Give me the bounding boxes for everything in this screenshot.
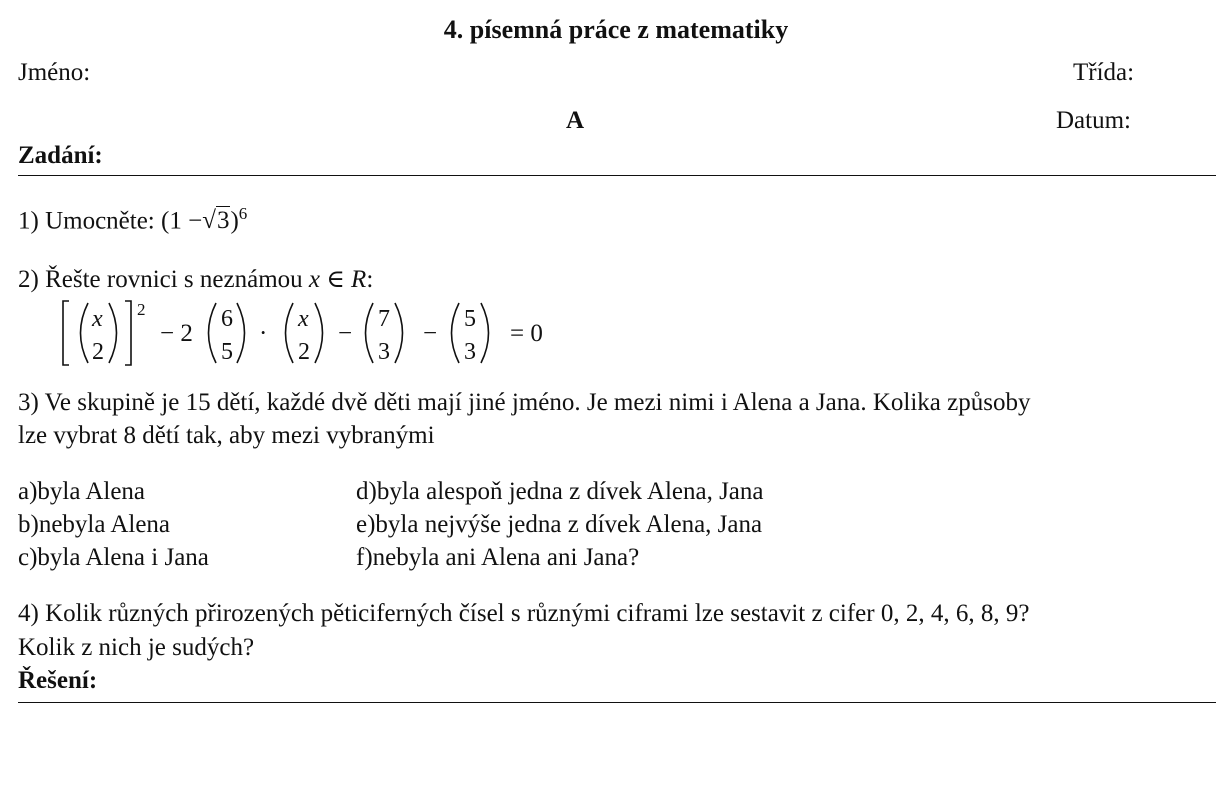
option-label: c) [18, 544, 38, 571]
binom-1-top: x [92, 306, 103, 332]
binom-5-bottom: 3 [464, 339, 476, 365]
task-2-equation [55, 297, 575, 371]
binom-1-left-paren [81, 303, 89, 363]
assignment-heading: Zadání: [18, 142, 103, 169]
binom-3-right-paren [315, 303, 323, 363]
task-1-expr-close: ) [230, 207, 239, 235]
binom-3-left-paren [286, 303, 294, 363]
binom-2-top: 6 [221, 306, 233, 332]
task-2-colon: : [366, 266, 374, 293]
dot-operator: · [259, 320, 268, 347]
task-1 [18, 199, 247, 236]
option-label: e) [356, 511, 376, 538]
binom-2-right-paren [237, 303, 245, 363]
binom-3-top: x [298, 306, 309, 332]
minus-1: − [338, 320, 353, 347]
task-2-in-symbol: ∈ [326, 266, 345, 293]
task-1-expr-open: (1 − [161, 207, 203, 235]
binom-5-top: 5 [464, 306, 476, 332]
option-label: b) [18, 511, 39, 538]
class-label: Třída: [1073, 59, 1135, 86]
solution-divider [18, 702, 1216, 703]
option-text: byla Alena i Jana [37, 544, 209, 571]
option-e [356, 510, 762, 540]
binom-3-bottom: 2 [298, 339, 310, 365]
task-4-line-2: Kolik z nich je sudých? [18, 634, 255, 661]
date-label: Datum: [1056, 107, 1131, 134]
task-2-variable: x [308, 266, 321, 293]
option-text: byla Alena [37, 478, 146, 505]
binom-2-bottom: 5 [221, 339, 233, 365]
binom-2-left-paren [209, 303, 217, 363]
assignment-divider [18, 175, 1216, 176]
equals-zero: = 0 [510, 320, 543, 347]
task-1-prefix: 1) Umocněte: [18, 207, 155, 235]
page-title: 4. písemná práce z matematiky [443, 15, 789, 44]
square-exponent: 2 [137, 300, 146, 319]
option-text: byla nejvýše jedna z dívek Alena, Jana [375, 511, 763, 538]
task-3-line-1: 3) Ve skupině je 15 dětí, každé dvě děti mají jiné jméno. Je mezi nimi i Alena a Jana. Kolika způsoby [18, 389, 1031, 416]
option-d [356, 477, 764, 507]
minus-two: − 2 [160, 320, 193, 347]
solution-heading: Řešení: [18, 667, 98, 694]
binom-4-bottom: 3 [378, 339, 390, 365]
binom-5-right-paren [481, 303, 489, 363]
option-b [18, 510, 170, 540]
binom-4-top: 7 [378, 306, 390, 332]
sqrt-argument: 3 [216, 207, 230, 235]
option-text: byla alespoň jedna z dívek Alena, Jana [376, 478, 764, 505]
binom-5-left-paren [452, 303, 460, 363]
option-label: a) [18, 478, 38, 505]
option-text: nebyla Alena [38, 511, 171, 538]
sqrt-symbol: √3 [202, 207, 230, 235]
option-f [356, 543, 639, 573]
option-c [18, 543, 209, 573]
task-1-exponent: 6 [238, 204, 248, 223]
binom-4-right-paren [395, 303, 403, 363]
option-label: f) [356, 544, 373, 571]
task-3-line-2: lze vybrat 8 dětí tak, aby mezi vybranými [18, 422, 435, 449]
task-2-prefix: 2) Řešte rovnici s neznámou [18, 266, 303, 293]
option-a [18, 477, 145, 507]
binom-1-right-paren [109, 303, 117, 363]
binom-4-left-paren [366, 303, 374, 363]
variant-label: A [566, 107, 585, 134]
option-label: d) [356, 478, 377, 505]
right-square-bracket [125, 301, 131, 365]
task-2-text [18, 265, 373, 295]
task-2-set: R [351, 266, 367, 293]
binom-1-bottom: 2 [92, 339, 104, 365]
task-4-line-1: 4) Kolik různých přirozených pěticiferných čísel s různými ciframi lze sestavit z cifer 0, 2, 4, 6, 8, 9? [18, 600, 1030, 627]
left-square-bracket [63, 301, 69, 365]
name-label: Jméno: [18, 59, 91, 86]
option-text: nebyla ani Alena ani Jana? [372, 544, 640, 571]
minus-2: − [423, 320, 438, 347]
